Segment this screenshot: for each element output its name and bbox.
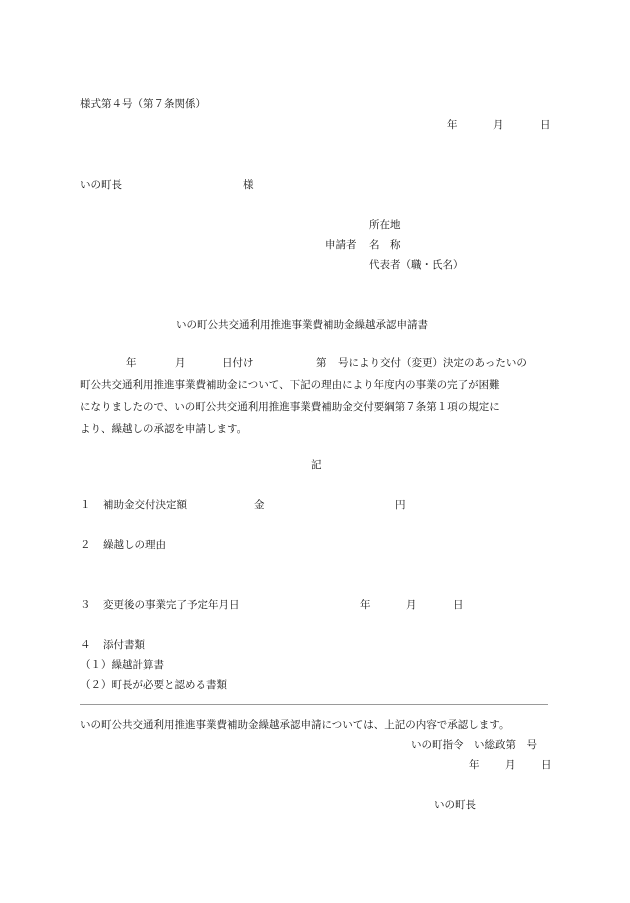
item-2-label: 繰越しの理由 — [103, 539, 166, 551]
document-title: いの町公共交通利用推進事業費補助金繰越承認申請書 — [176, 319, 428, 331]
body-line-1 — [80, 352, 554, 374]
date-day: 日 — [540, 119, 551, 131]
body-line-1-rest: 号により交付（変更）決定のあったいの — [338, 357, 527, 369]
applicant-name-label: 名 称 — [369, 239, 401, 251]
item-3-day: 日 — [453, 599, 464, 611]
body-line-4: より、繰越しの承認を申請します。 — [80, 423, 248, 435]
item-3-month: 月 — [406, 599, 417, 611]
body-paragraph — [80, 352, 554, 440]
item-2-number: ２ — [80, 539, 91, 551]
approval-statement: いの町公共交通利用推進事業費補助金繰越承認申請については、上記の内容で承認します。 — [80, 719, 510, 731]
item-1-currency-prefix: 金 — [254, 499, 265, 511]
body-year: 年 — [126, 357, 137, 369]
approval-day: 日 — [541, 759, 552, 771]
item-4-sub-1: （１）繰越計算書 — [80, 659, 164, 671]
item-3-number: ３ — [80, 599, 91, 611]
item-1-label: 補助金交付決定額 — [103, 499, 187, 511]
applicant-location: 所在地 — [369, 219, 401, 231]
addressee-name: いの町長 — [80, 179, 122, 191]
divider-line — [80, 704, 548, 705]
applicant-label: 申請者 — [325, 239, 357, 251]
body-line-3: になりましたので、いの町公共交通利用推進事業費補助金交付要綱第７条第１項の規定に — [80, 401, 500, 413]
item-4-label: 添付書類 — [103, 639, 145, 651]
form-label: 様式第４号（第７条関係） — [80, 98, 206, 110]
item-1-number: １ — [80, 499, 91, 511]
item-4-sub-2: （２）町長が必要と認める書類 — [80, 679, 227, 691]
item-3-label: 変更後の事業完了予定年月日 — [103, 599, 240, 611]
body-month: 月 — [175, 357, 186, 369]
item-3-year: 年 — [360, 599, 371, 611]
body-number: 第 — [316, 357, 327, 369]
body-dated: 日付け — [222, 357, 254, 369]
date-year: 年 — [447, 119, 458, 131]
item-1-currency-unit: 円 — [395, 499, 406, 511]
approval-directive: いの町指令 い総政第 号 — [411, 739, 537, 751]
approval-year: 年 — [469, 759, 480, 771]
body-line-2: 町公共交通利用推進事業費補助金について、下記の理由により年度内の事業の完了が困難 — [80, 379, 500, 391]
approval-signatory: いの町長 — [434, 799, 476, 811]
item-4-number: ４ — [80, 639, 91, 651]
date-month: 月 — [493, 119, 504, 131]
applicant-representative: 代表者（職・氏名） — [369, 259, 464, 271]
addressee-honorific: 様 — [243, 179, 254, 191]
approval-month: 月 — [505, 759, 516, 771]
ki-heading: 記 — [311, 459, 322, 471]
